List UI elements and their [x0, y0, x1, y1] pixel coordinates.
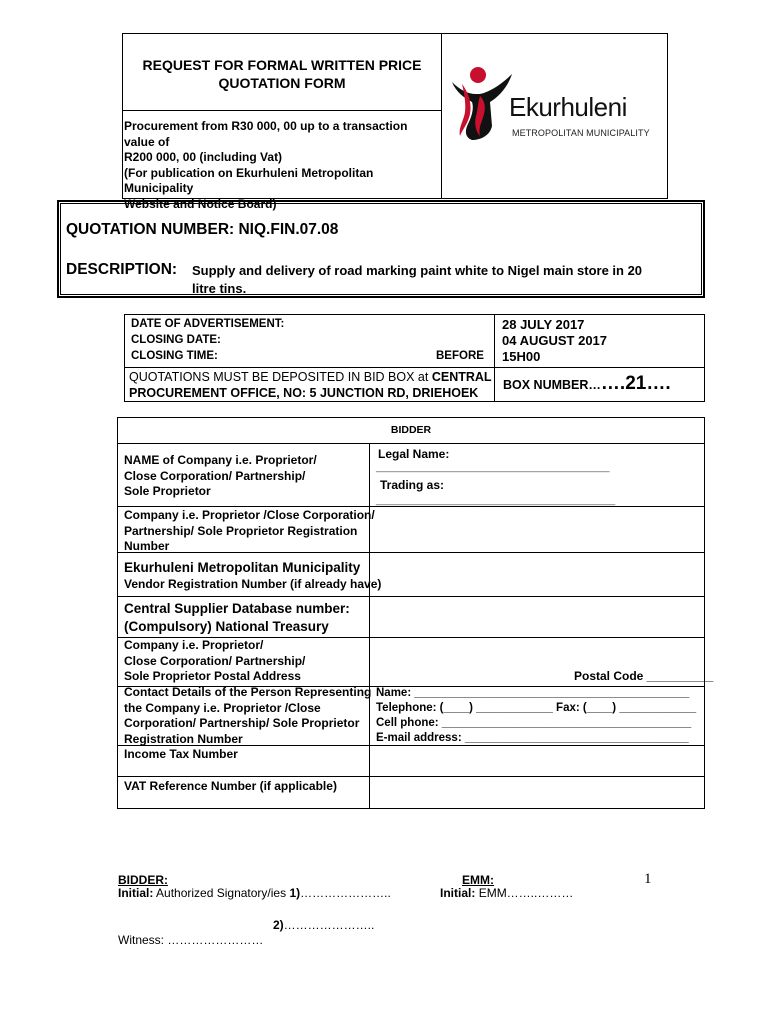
witness-field[interactable]: Witness: ……………………	[118, 933, 264, 947]
bidder-header: BIDDER	[390, 424, 432, 436]
emm-initial-label: Initial:	[440, 886, 476, 900]
page-number: 1	[644, 871, 652, 887]
label-line: (Compulsory) National Treasury	[124, 619, 329, 634]
row-divider	[118, 596, 704, 597]
label-line: Ekurhuleni Metropolitan Municipality	[124, 560, 361, 575]
emm-footer-label: EMM:	[462, 873, 494, 887]
label-line: Company i.e. Proprietor /Close Corporation/	[124, 508, 375, 522]
deposit-address: PROCUREMENT OFFICE, NO: 5 JUNCTION RD, DRIEHOEK	[129, 386, 479, 400]
telephone-fax-field[interactable]: Telephone: (____) ____________ Fax: (____) ____________	[376, 702, 697, 714]
procurement-line: Website and Notice Board)	[124, 196, 277, 211]
legal-name-input[interactable]: __________________________________________	[376, 462, 610, 473]
procurement-line: (For publication on Ekurhuleni Metropolitan Municipality	[124, 165, 374, 195]
description-text	[192, 262, 697, 298]
initial-label: Initial:	[118, 886, 154, 900]
deposit-text: QUOTATIONS MUST BE DEPOSITED IN BID BOX at	[129, 370, 432, 384]
income-tax-label: Income Tax Number	[124, 747, 238, 761]
vat-number-label: VAT Reference Number (if applicable)	[124, 779, 337, 793]
closing-time-label: CLOSING TIME:	[131, 350, 218, 362]
bidder-table	[117, 417, 714, 809]
signature-2-number: 2)	[273, 918, 284, 932]
label-line: Sole Proprietor	[124, 484, 211, 498]
deposit-instruction	[129, 369, 492, 401]
signature-1-number: 1)	[289, 886, 301, 900]
label-line: Corporation/ Partnership/ Sole Proprietor	[124, 716, 360, 730]
label-line: NAME of Company i.e. Proprietor/	[124, 453, 317, 467]
trading-as-label: Trading as:	[380, 478, 445, 492]
procurement-note	[124, 119, 440, 212]
box-number-value: ….21….	[600, 373, 671, 394]
closing-date-label: CLOSING DATE:	[131, 334, 221, 346]
bidder-initial	[118, 886, 391, 900]
column-divider	[369, 443, 370, 808]
signature-1-field[interactable]: …………………..	[300, 886, 391, 900]
row-divider	[118, 443, 704, 444]
box-number	[503, 373, 671, 395]
cell-phone-field[interactable]: Cell phone: _______________________________________	[376, 717, 692, 729]
legal-name-label: Legal Name:	[378, 447, 450, 461]
procurement-line: Procurement from R30 000, 00 up to a transaction value of	[124, 119, 408, 149]
csd-number-label	[124, 600, 350, 636]
postal-address-label	[124, 638, 305, 685]
description-label: DESCRIPTION:	[66, 261, 178, 278]
table-divider	[125, 367, 704, 368]
closing-date-value: 04 AUGUST 2017	[502, 333, 608, 348]
email-field[interactable]: E-mail address: ___________________________________	[376, 732, 689, 744]
label-line: Vendor Registration Number (if already have)	[124, 577, 382, 591]
quotation-number: QUOTATION NUMBER: NIQ.FIN.07.08	[66, 221, 339, 238]
table-divider	[494, 315, 495, 401]
advert-date-value: 28 JULY 2017	[502, 317, 585, 332]
emm-initial-field[interactable]: EMM……..………	[478, 886, 574, 900]
label-line: Close Corporation/ Partnership/	[124, 653, 306, 668]
emm-initial	[440, 886, 573, 900]
label-line: the Company i.e. Proprietor /Close	[124, 700, 321, 715]
header-divider	[122, 110, 442, 111]
label-line: Close Corporation/ Partnership/	[124, 468, 306, 483]
row-divider	[118, 776, 704, 777]
deposit-text-bold: CENTRAL	[431, 370, 492, 384]
signature-2-field[interactable]: …………………..	[283, 918, 375, 932]
label-line: Registration Number	[124, 731, 243, 746]
advert-date-label: DATE OF ADVERTISEMENT:	[131, 318, 285, 330]
label-line: Contact Details of the Person Representing	[124, 685, 372, 699]
description-line: litre tins.	[192, 281, 247, 296]
before-label: BEFORE	[436, 350, 484, 362]
description-line: Supply and delivery of road marking paint white to Nigel main store in 20	[192, 263, 643, 278]
form-title-line: QUOTATION FORM	[218, 75, 346, 91]
postal-code-field[interactable]: Postal Code __________	[574, 669, 714, 683]
label-line: Sole Proprietor Postal Address	[124, 669, 301, 683]
logo-name: Ekurhuleni	[509, 92, 627, 122]
bidder-footer-label: BIDDER:	[118, 873, 168, 887]
closing-time-value: 15H00	[502, 349, 541, 364]
procurement-line: R200 000, 00 (including Vat)	[124, 150, 283, 164]
contact-name-field[interactable]: Name: ___________________________________________	[376, 687, 690, 699]
label-line: Central Supplier Database number:	[124, 601, 350, 616]
form-title-line: REQUEST FOR FORMAL WRITTEN PRICE	[142, 57, 422, 73]
label-line: Partnership/ Sole Proprietor Registration	[124, 523, 358, 538]
contact-details-label	[124, 685, 371, 747]
dates-table	[124, 314, 705, 402]
registration-number-label	[124, 508, 375, 555]
label-line: Number	[124, 539, 170, 553]
authorized-signatory: Authorized Signatory/ies	[156, 886, 287, 900]
signature-2	[273, 918, 374, 932]
box-number-label: BOX NUMBER…	[503, 378, 601, 392]
trading-as-input[interactable]: ___________________________________________	[376, 495, 616, 506]
vendor-registration-label	[124, 559, 381, 592]
label-line: Company i.e. Proprietor/	[124, 638, 264, 652]
company-name-label	[124, 453, 317, 500]
form-title	[122, 56, 442, 92]
logo-subtitle: METROPOLITAN MUNICIPALITY	[512, 128, 650, 138]
